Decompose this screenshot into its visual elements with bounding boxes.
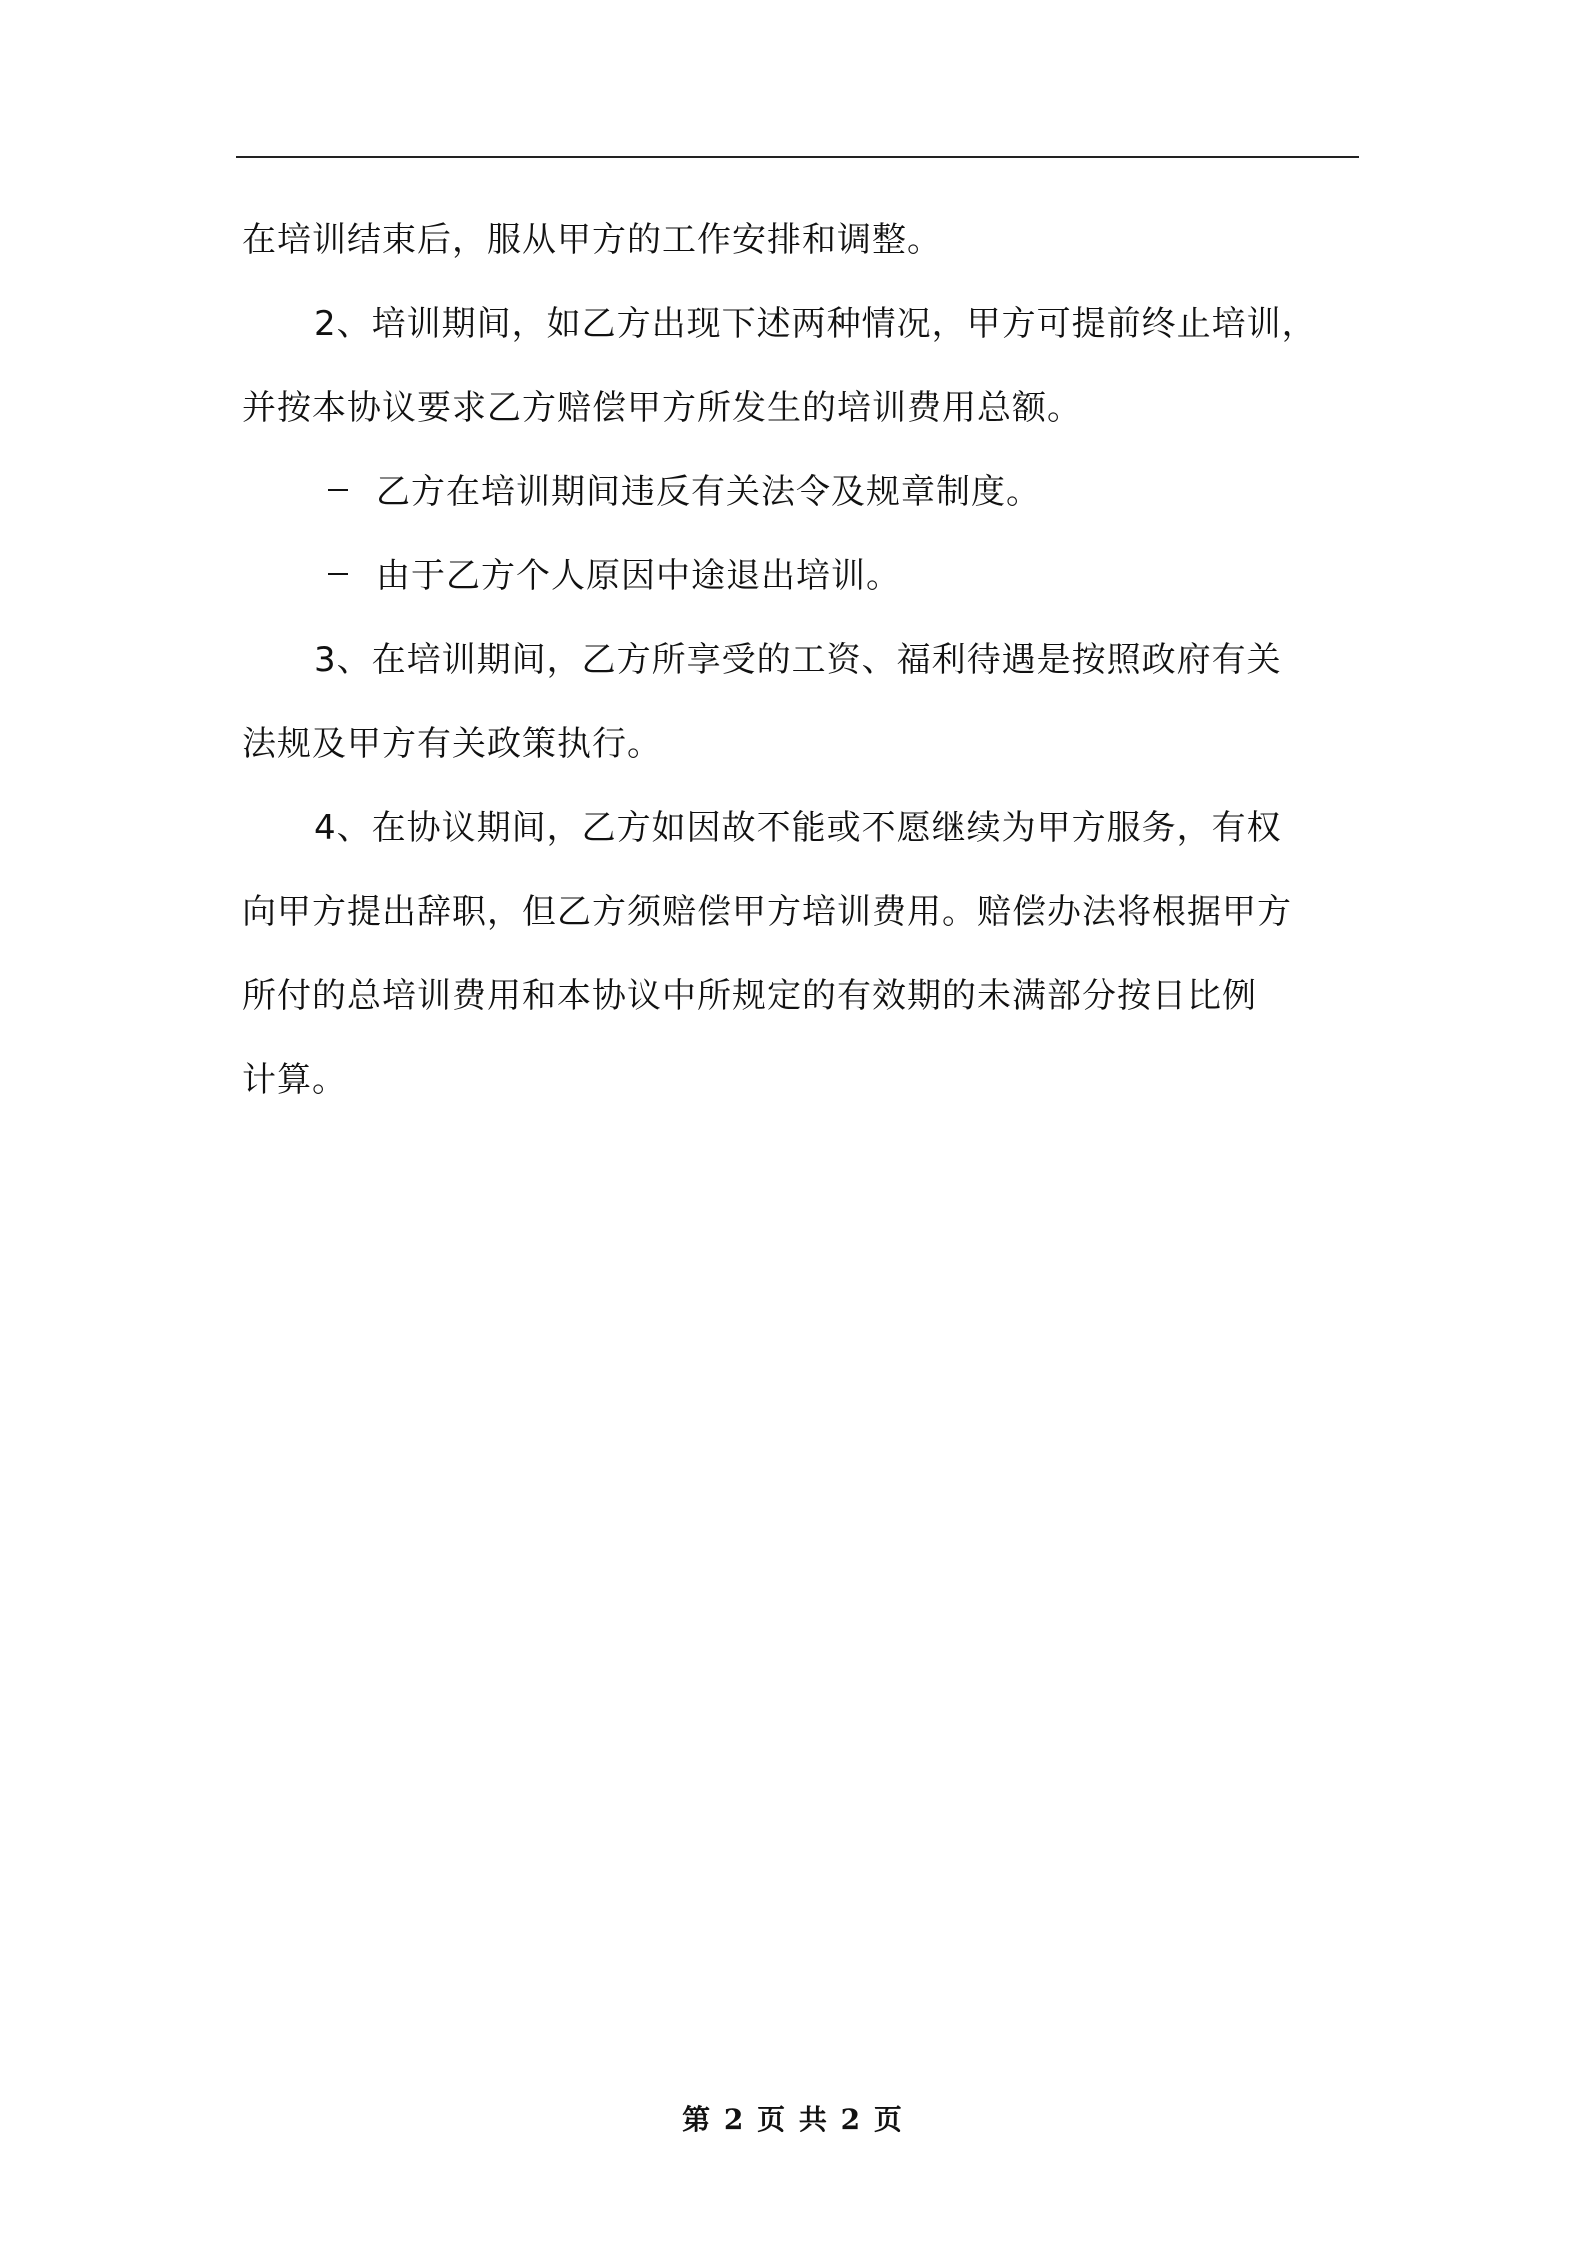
paragraph-line: 在培训结束后，服从甲方的工作安排和调整。 bbox=[242, 220, 942, 260]
list-item-text: 由于乙方个人原因中途退出培训。 bbox=[376, 556, 901, 596]
list-item-text: 乙方在培训期间违反有关法令及规章制度。 bbox=[376, 472, 1041, 512]
dash-bullet bbox=[328, 489, 348, 491]
page-number: 第 2 页 共 2 页 bbox=[682, 2103, 904, 2136]
paragraph-line: 法规及甲方有关政策执行。 bbox=[242, 724, 662, 764]
paragraph-line: 4、在协议期间，乙方如因故不能或不愿继续为甲方服务，有权 bbox=[314, 808, 1282, 848]
list-item bbox=[242, 450, 1362, 534]
paragraph-line: 计算。 bbox=[242, 1060, 347, 1100]
list-item bbox=[242, 534, 1362, 618]
paragraph-line: 2、培训期间，如乙方出现下述两种情况，甲方可提前终止培训， bbox=[314, 304, 1317, 344]
paragraph-line: 3、在培训期间，乙方所享受的工资、福利待遇是按照政府有关 bbox=[314, 640, 1282, 680]
document-body bbox=[242, 198, 1362, 1122]
header-rule bbox=[236, 156, 1359, 158]
dash-bullet bbox=[328, 573, 348, 575]
paragraph-line: 所付的总培训费用和本协议中所规定的有效期的未满部分按日比例 bbox=[242, 976, 1257, 1016]
paragraph-line: 向甲方提出辞职，但乙方须赔偿甲方培训费用。赔偿办法将根据甲方 bbox=[242, 892, 1292, 932]
paragraph-line: 并按本协议要求乙方赔偿甲方所发生的培训费用总额。 bbox=[242, 388, 1082, 428]
